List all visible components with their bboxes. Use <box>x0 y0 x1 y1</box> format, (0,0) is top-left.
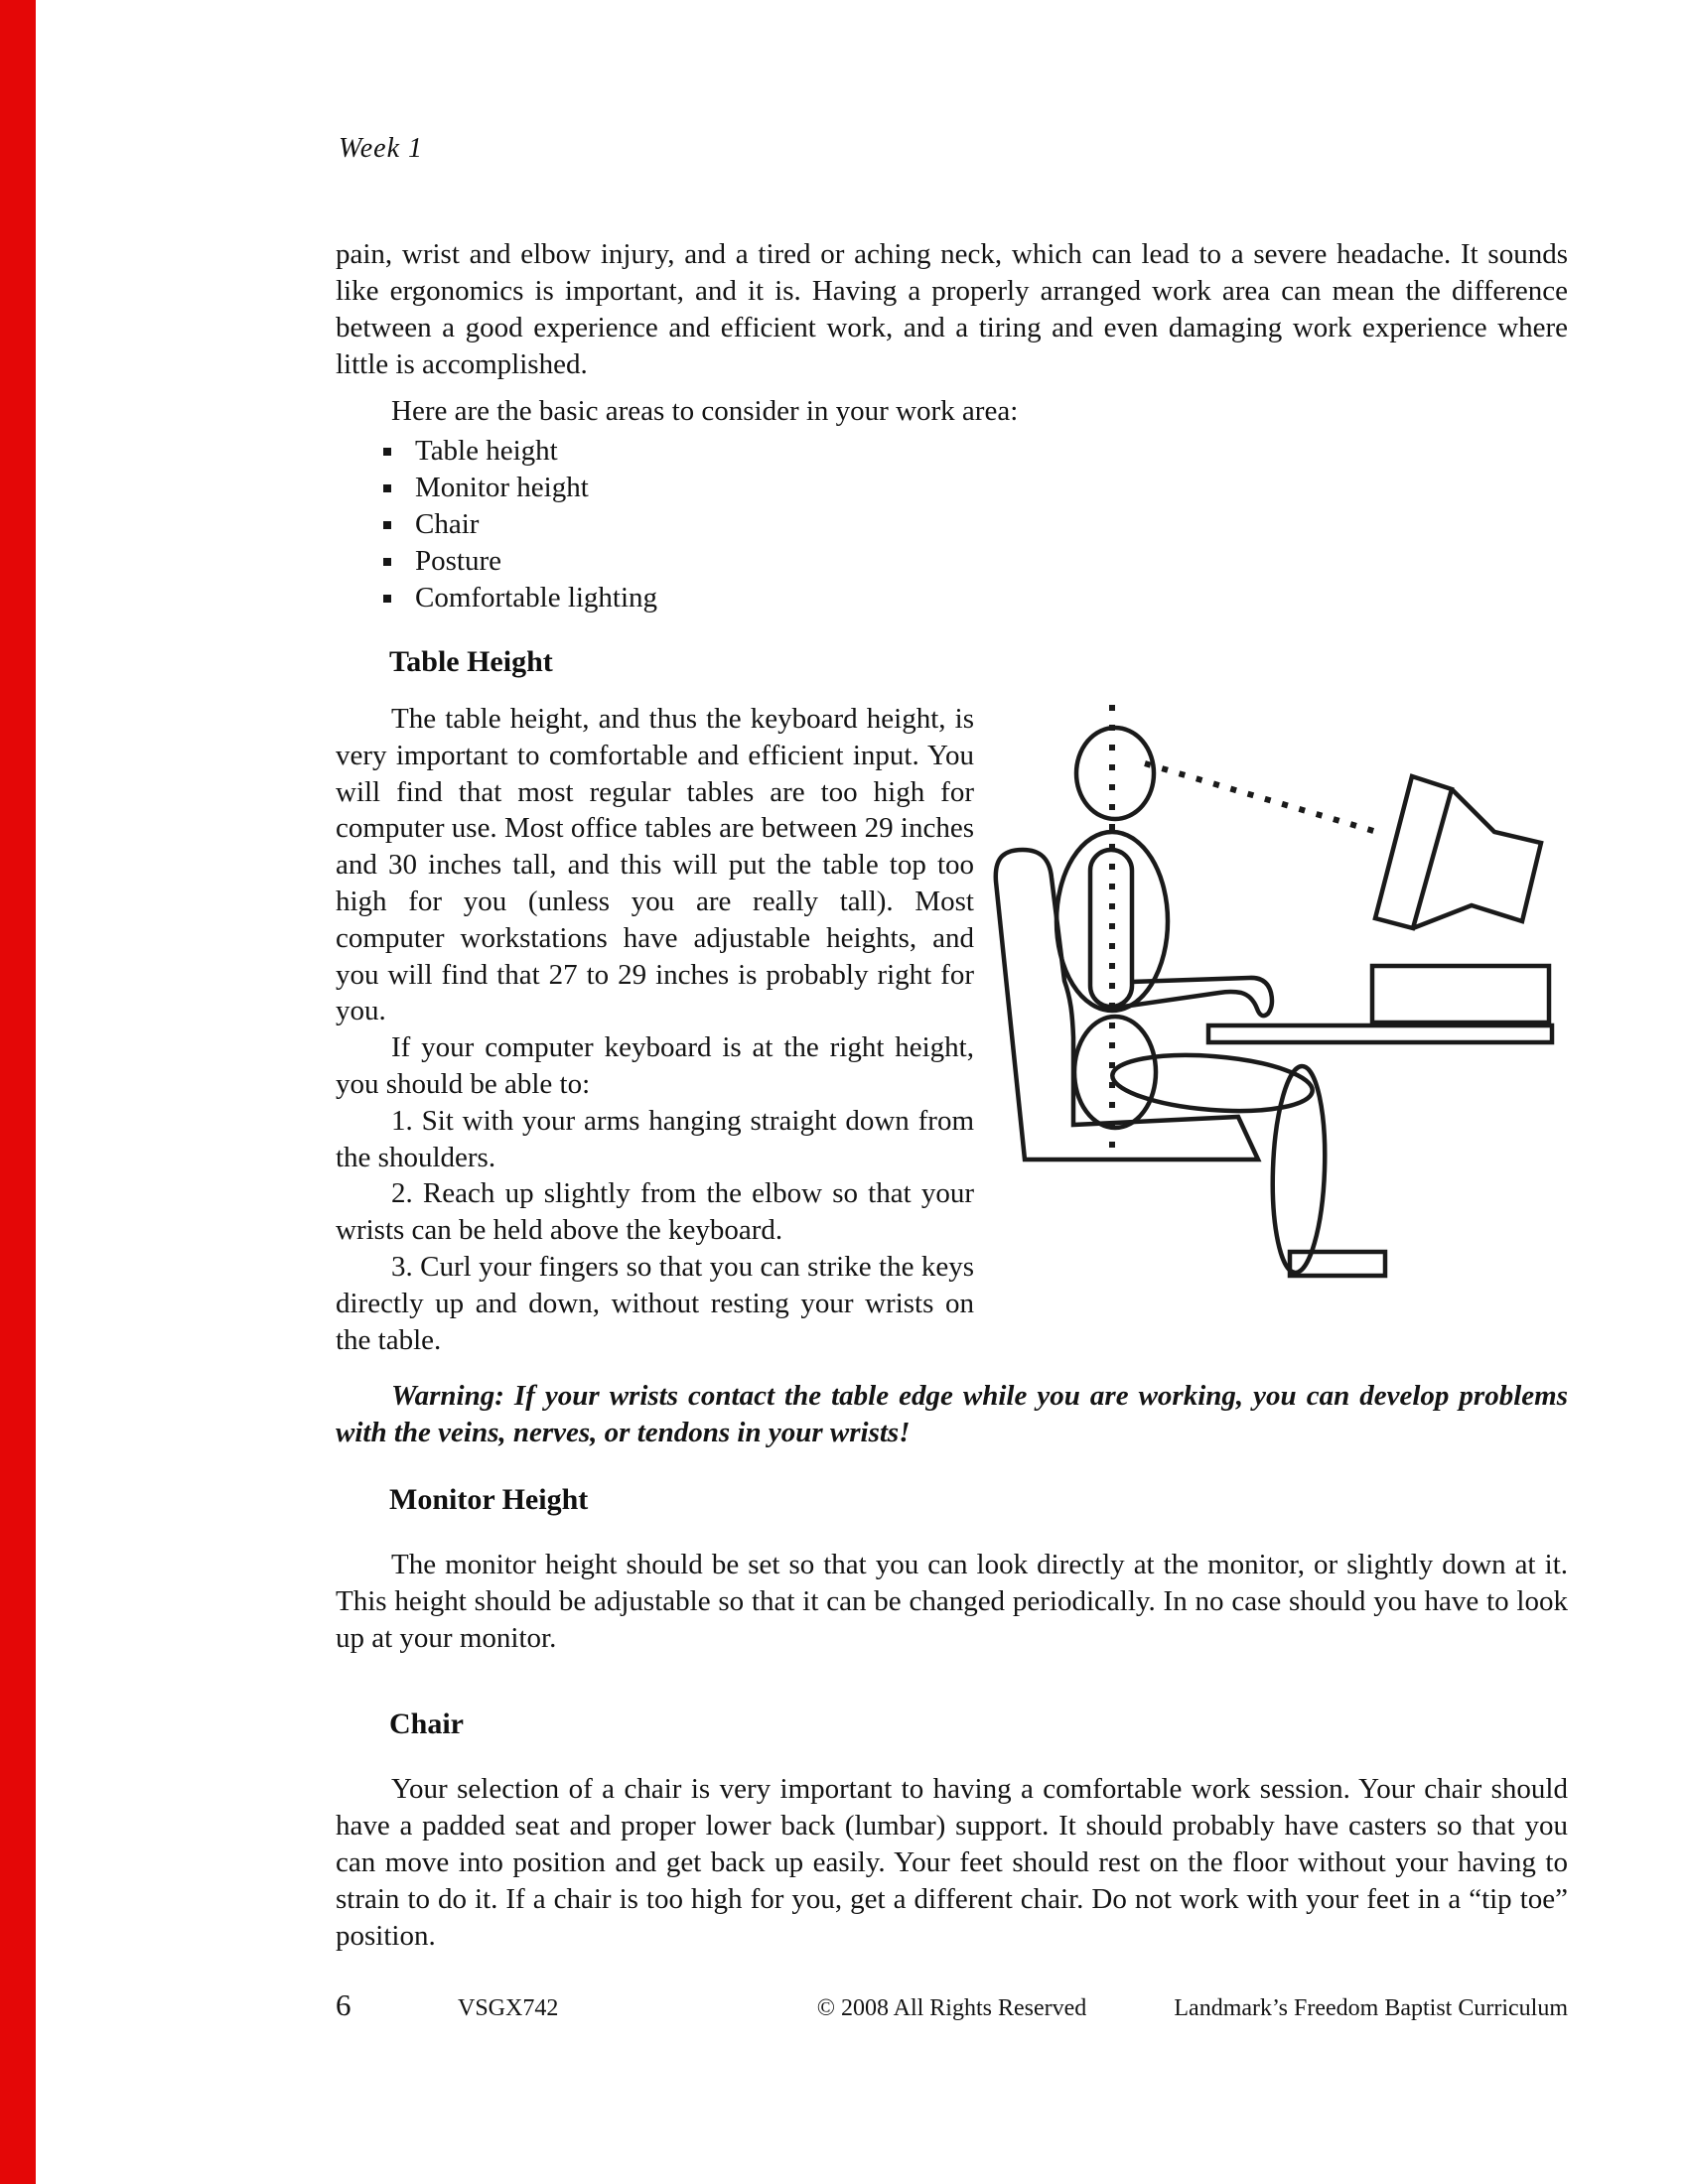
bullet-label: Posture <box>415 545 501 577</box>
keyboard-step: 1. Sit with your arms hanging straight down from the shoulders. <box>336 1104 974 1173</box>
intro-paragraph: pain, wrist and elbow injury, and a tired or aching neck, which can lead to a severe headache. It sounds like ergonomics is important, and it is. Having a properly arranged work area can mean the difference between a good experience and efficient work, and a tiring and even damaging work experience where little is accomplished. <box>336 238 1568 380</box>
section-heading-monitor-height: Monitor Height <box>389 1483 589 1516</box>
keyboard-step: 3. Curl your fingers so that you can strike the keys directly up and down, without resting your wrists on the table. <box>336 1250 974 1356</box>
page-number: 6 <box>336 1987 352 2022</box>
intro-lead-in: Here are the basic areas to consider in your work area: <box>391 395 1019 427</box>
section-heading-chair: Chair <box>389 1707 464 1740</box>
table-height-paragraph-1: The table height, and thus the keyboard height, is very important to comfortable and efficient input. You will find that most regular tables are too high for computer use. Most office tables are between 29 inches and 30 inches tall, and this will put the table top too high for you (unless you are really tall). Most computer workstations have adjustable heights, and you will find that 27 to 29 inches is probably right for you. <box>336 703 974 1027</box>
footer-product-code: VSGX742 <box>458 1995 559 2021</box>
list-item <box>383 433 657 470</box>
list-item <box>383 470 657 506</box>
gaze-line <box>1145 763 1380 833</box>
bullet-label: Comfortable lighting <box>415 582 658 614</box>
keyboard <box>1372 966 1549 1023</box>
bullet-label: Chair <box>415 508 480 540</box>
section-heading-table-height: Table Height <box>389 645 553 678</box>
work-area-bullet-list <box>383 433 657 616</box>
page-edge-bar <box>0 0 36 2184</box>
list-item <box>383 506 657 543</box>
monitor-height-paragraph: The monitor height should be set so that you can look directly at the monitor, or slightly down at it. This height should be adjustable so that it can be changed periodically. In no case should you have to look up at your monitor. <box>336 1549 1568 1654</box>
wrist-warning: Warning: If your wrists contact the table edge while you are working, you can develop problems with the veins, nerves, or tendons in your wrists! <box>336 1380 1568 1448</box>
bullet-label: Monitor height <box>415 472 589 503</box>
thigh <box>1110 1048 1315 1118</box>
list-item <box>383 543 657 580</box>
ergonomics-posture-diagram <box>981 690 1572 1286</box>
keyboard-step: 2. Reach up slightly from the elbow so that your wrists can be held above the keyboard. <box>336 1177 974 1247</box>
person-figure <box>1056 728 1385 1276</box>
week-label: Week 1 <box>339 133 424 164</box>
monitor <box>1375 776 1541 928</box>
table-height-paragraph-2: If your computer keyboard is at the right height, you should be able to: <box>336 1031 974 1100</box>
list-item <box>383 580 657 616</box>
chair-paragraph: Your selection of a chair is very important to having a comfortable work session. Your chair should have a padded seat and proper lower back (lumbar) support. It should probably have casters so that you can move into position and get back up easily. Your feet should rest on the floor without your having to strain to do it. If a chair is too high for you, get a different chair. Do not work with your feet in a “tip toe” position. <box>336 1773 1568 1952</box>
footer-publisher: Landmark’s Freedom Baptist Curriculum <box>1174 1995 1568 2021</box>
footer-copyright: © 2008 All Rights Reserved <box>816 1995 1087 2021</box>
bullet-label: Table height <box>415 435 558 467</box>
table-height-column <box>336 701 974 1358</box>
desk <box>1208 1025 1552 1042</box>
lower-leg <box>1269 1065 1328 1274</box>
